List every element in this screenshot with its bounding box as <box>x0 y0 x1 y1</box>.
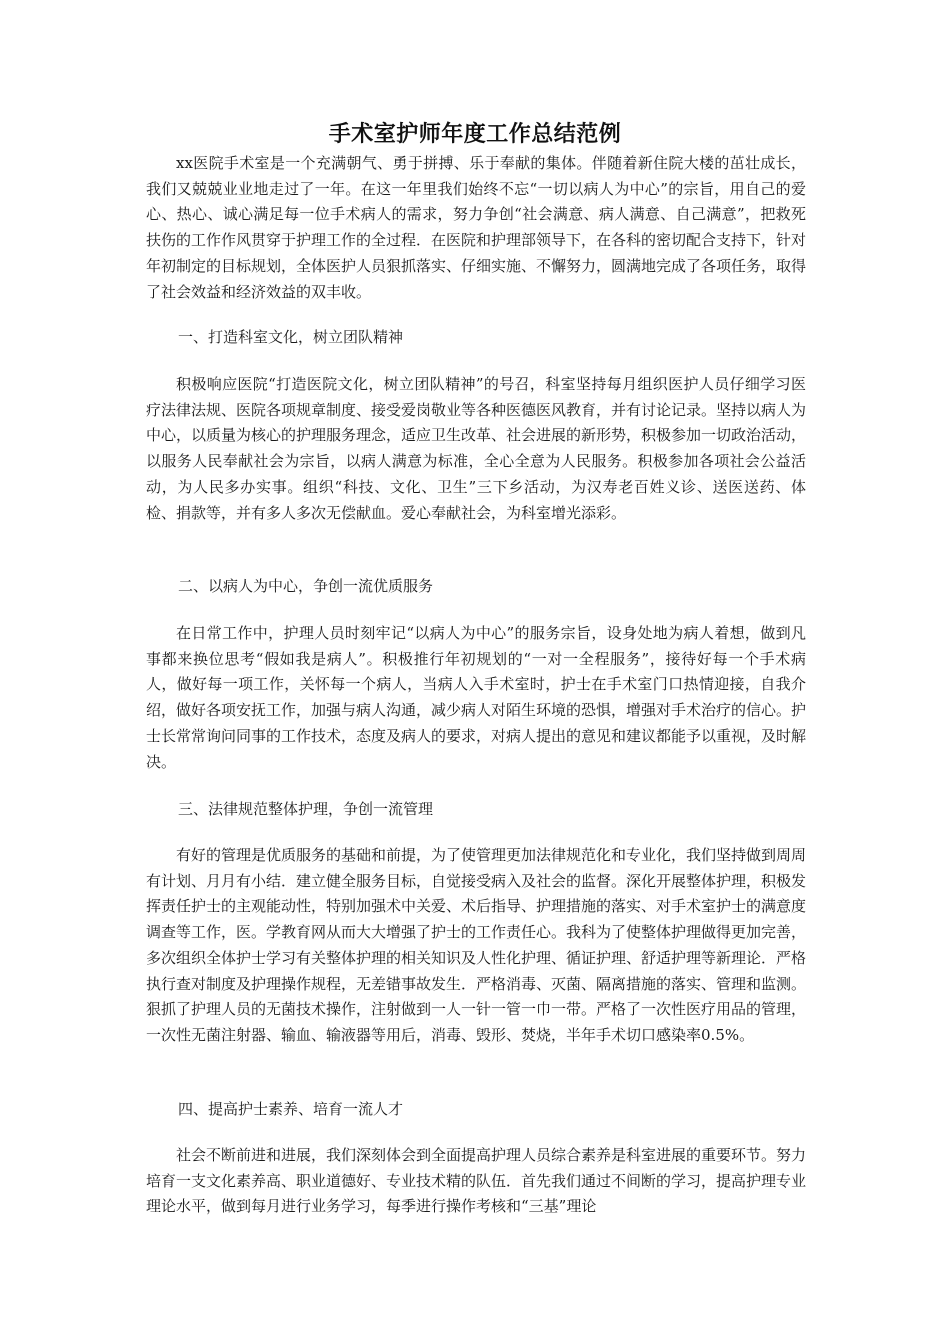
section-body-3: 有好的管理是优质服务的基础和前提，为了使管理更加法律规范化和专业化，我们坚持做到周周有计划、月月有小结．建立健全服务目标，自觉接受病入及社会的监督。深化开展整体护理，积极发挥责任护士的主观能动性，特别加强术中关爱、术后指导、护理措施的落实、对手术室护士的满意度调查等工作，医。学教育网从而大大增强了护士的工作责任心。我科为了使整体护理做得更加完善，多次组织全体护士学习有关整体护理的相关知识及人性化护理、循证护理、舒适护理等新理论．严格执行查对制度及护理操作规程，无差错事故发生．严格消毒、灭菌、隔离措施的落实、管理和监测。狠抓了护理人员的无菌技术操作，注射做到一人一针一管一巾一带。严格了一次性医疗用品的管理，一次性无菌注射器、输血、输液器等用后，消毒、毁形、焚烧，半年手术切口感染率0.5%。 <box>146 846 807 1044</box>
intro-paragraph: xx医院手术室是一个充满朝气、勇于拼搏、乐于奉献的集体。伴随着新住院大楼的茁壮成长，我们又兢兢业业地走过了一年。在这一年里我们始终不忘“一切以病人为中心”的宗旨，用自己的爱心、热心、诚心满足每一位手术病人的需求，努力争创“社会满意、病人满意、自己满意”，把救死扶伤的工作作风贯穿于护理工作的全过程．在医院和护理部领导下，在各科的密切配合支持下，针对年初制定的目标规划，全体医护人员狠抓落实、仔细实施、不懈努力，圆满地完成了各项任务，取得了社会效益和经济效益的双丰收。 <box>146 154 807 301</box>
section-body-2: 在日常工作中，护理人员时刻牢记“以病人为中心”的服务宗旨，设身处地为病人着想，做到凡事都来换位思考“假如我是病人”。积极推行年初规划的“一对一全程服务”，接待好每一个手术病人，做好每一项工作，关怀每一个病人，当病人入手术室时，护士在手术室门口热情迎接，自我介绍，做好各项安抚工作，加强与病人沟通，减少病人对陌生环境的恐惧，增强对手术治疗的信心。护士长常常询问同事的工作技术，态度及病人的要求，对病人提出的意见和建议都能予以重视，及时解决。 <box>146 624 807 771</box>
section-heading-4: 四、提高护士素养、培育一流人才 <box>178 1100 404 1118</box>
section-body-4: 社会不断前进和进展，我们深刻体会到全面提高护理人员综合素养是科室进展的重要环节。努力培育一支文化素养高、职业道德好、专业技术精的队伍．首先我们通过不间断的学习，提高护理专业理论水平，做到每月进行业务学习，每季进行操作考核和“三基”理论 <box>146 1146 807 1216</box>
section-heading-1: 一、打造科室文化，树立团队精神 <box>178 328 404 346</box>
section-body-1: 积极响应医院“打造医院文化，树立团队精神”的号召，科室坚持每月组织医护人员仔细学习医疗法律法规、医院各项规章制度、接受爱岗敬业等各种医德医风教育，并有讨论记录。坚持以病人为中心，以质量为核心的护理服务理念，适应卫生改革、社会进展的新形势，积极参加一切政治活动，以服务人民奉献社会为宗旨，以病人满意为标准，全心全意为人民服务。积极参加各项社会公益活动，为人民多办实事。组织“科技、文化、卫生”三下乡活动，为汉寿老百姓义诊、送医送药、体检、捐款等，并有多人多次无偿献血。爱心奉献社会，为科室增光添彩。 <box>146 375 807 522</box>
section-heading-3: 三、法律规范整体护理，争创一流管理 <box>178 800 434 818</box>
document-title: 手术室护师年度工作总结范例 <box>328 122 622 147</box>
section-heading-2: 二、以病人为中心，争创一流优质服务 <box>178 577 434 595</box>
